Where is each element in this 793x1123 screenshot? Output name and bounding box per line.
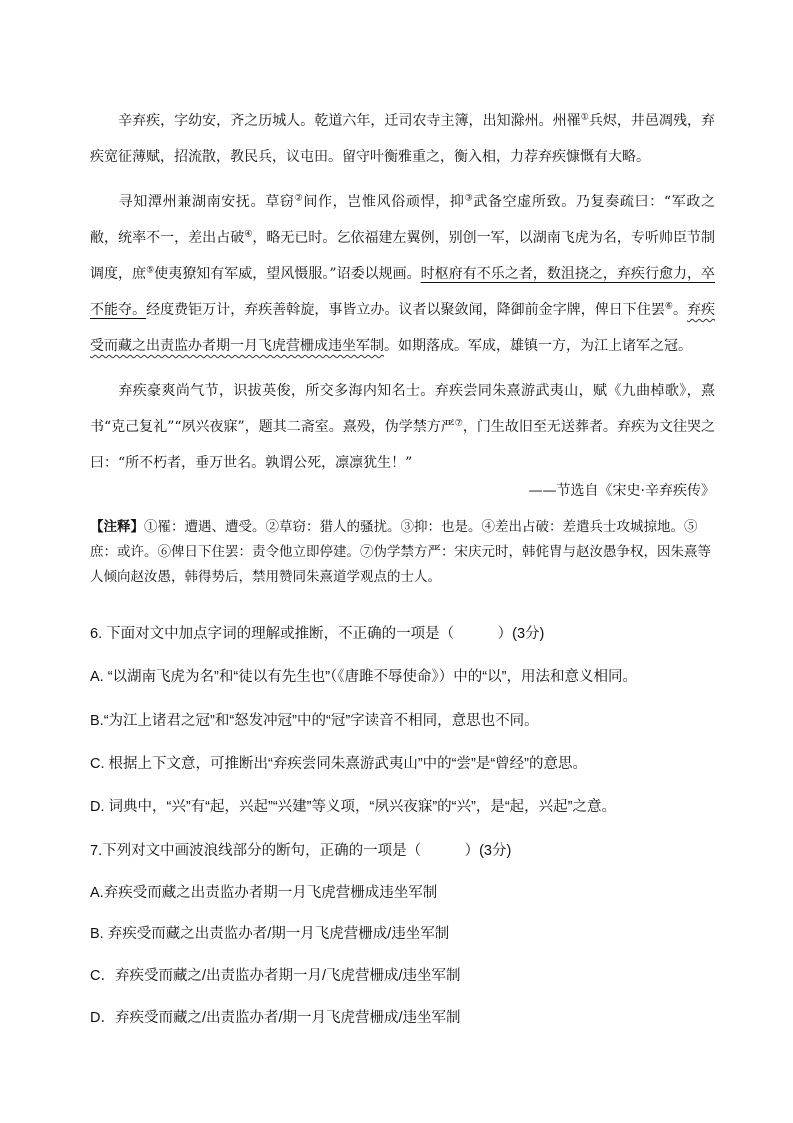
p2-text-e: 使夷獠知有军威，望风慑服。”诏委以规画。 — [154, 266, 421, 282]
note-marker-1: ① — [580, 112, 589, 123]
p2-text-a: 寻知潭州兼湖南安抚。草窃 — [118, 194, 295, 210]
p3-text-b: ，门生故旧至无送葬者。弃疾为文往哭之曰：“所不朽者，垂万世名。孰谓公死，凛凛犹生！” — [90, 419, 715, 471]
annotations — [90, 515, 715, 590]
annotations-label: 【注释】 — [90, 519, 144, 535]
question-6-option-d[interactable]: D. 词典中，“兴”有“起，兴起”“兴建”等义项，“夙兴夜寐”的“兴”，是“起，兴起”之意。 — [90, 799, 616, 815]
question-7-option-c[interactable]: C．弃疾受而藏之/出责监办者期一月/飞虎营栅成/违坐军制 — [90, 968, 461, 984]
question-6-stem: 6. 下面对文中加点字词的理解或推断，不正确的一项是（ ）(3分) — [90, 626, 545, 642]
question-6-option-a[interactable]: A. “以湖南飞虎为名”和“徒以有先生也”（《唐雎不辱使命》）中的“以”，用法和意义相同。 — [90, 669, 637, 685]
p3-text-a: 弃疾豪爽尚气节，识拔英俊，所交多海内知名士。弃疾尝同朱熹游武夷山，赋《九曲棹歌》，熹书“克己复礼”“夙兴夜寐”，题其二斋室。熹殁，伪学禁方严 — [90, 383, 715, 435]
question-6-option-b[interactable]: B.“为江上诸君之冠”和“怒发冲冠”中的“冠”字读音不相同，意思也不同。 — [90, 713, 539, 729]
note-marker-5: ⑤ — [146, 265, 155, 276]
passage-paragraph-1 — [90, 103, 715, 175]
p2-wavy-line-sentence: 弃疾受而藏之出责监办者期一月飞虎营栅成违坐军制 — [90, 302, 716, 354]
p2-text-b: 间作，岂惟风俗顽悍，抑 — [303, 194, 465, 210]
p2-text-d: ，略无已时。乞依福建左翼例，别创一军，以湖南飞虎为名，专听帅臣节制调度，庶 — [90, 230, 715, 282]
p2-underlined-sentence: 时枢府有不乐之者，数沮挠之，弃疾行愈力，卒不能夺。 — [90, 266, 716, 318]
question-7-option-a[interactable]: A.弃疾受而藏之出责监办者期一月飞虎营栅成违坐军制 — [90, 885, 438, 901]
passage-source: ——节选自《宋史·辛弃疾传》 — [528, 483, 715, 499]
question-6-option-c[interactable]: C. 根据上下文意，可推断出“弃疾尝同朱熹游武夷山”中的“尝”是“曾经”的意思。 — [90, 756, 587, 772]
p2-text-c: 武备空虚所致。乃复奏疏曰：“军政之敝，统率不一，差出占破 — [90, 194, 716, 246]
note-marker-3: ③ — [464, 193, 474, 204]
note-marker-6: ⑥ — [664, 301, 673, 312]
question-7-option-d[interactable]: D．弃疾受而藏之/出责监办者/期一月飞虎营栅成/违坐军制 — [90, 1010, 461, 1026]
p1-text-b: 兵烬，井邑凋残，弃疾宽征薄赋，招流散，教民兵，议屯田。留守叶衡雅重之，衡入相，力荐弃疾慷慨有大略。 — [90, 113, 715, 165]
p2-text-j: 。如期落成。军成，雄镇一方，为江上诸军之冠。 — [384, 338, 692, 354]
p1-text-a: 辛弃疾，字幼安，齐之历城人。乾道六年，迁司农寺主簿，出知滁州。州罹 — [118, 113, 581, 129]
note-marker-4: ④ — [244, 229, 253, 240]
p2-text-h: 。 — [672, 302, 687, 318]
annotations-text: ①罹：遭遇、遭受。②草窃：猎人的骚扰。③抑：也是。④差出占破：差遣兵士攻城掠地。⑤庶：或许。⑥俾日下住罢：责令他立即停建。⑦伪学禁方严：宋庆元时，韩侂胄与赵汝愚争权，因朱熹等人倾向赵汝愚，韩得势后，禁用赞同朱熹道学观点的士人。 — [90, 519, 711, 585]
question-7-option-b[interactable]: B. 弃疾受而藏之出责监办者/期一月飞虎营栅成/违坐军制 — [90, 926, 450, 942]
p2-text-g: 经度费钜万计，弃疾善斡旋，事皆立办。议者以聚敛闻，降御前金字牌，俾日下住罢 — [146, 302, 665, 318]
passage-paragraph-2 — [90, 184, 715, 364]
question-7-stem: 7.下列对文中画波浪线部分的断句，正确的一项是（ ）(3分) — [90, 843, 512, 859]
passage-paragraph-3 — [90, 373, 715, 481]
note-marker-7: ⑦ — [454, 418, 463, 429]
note-marker-2: ② — [294, 193, 304, 204]
